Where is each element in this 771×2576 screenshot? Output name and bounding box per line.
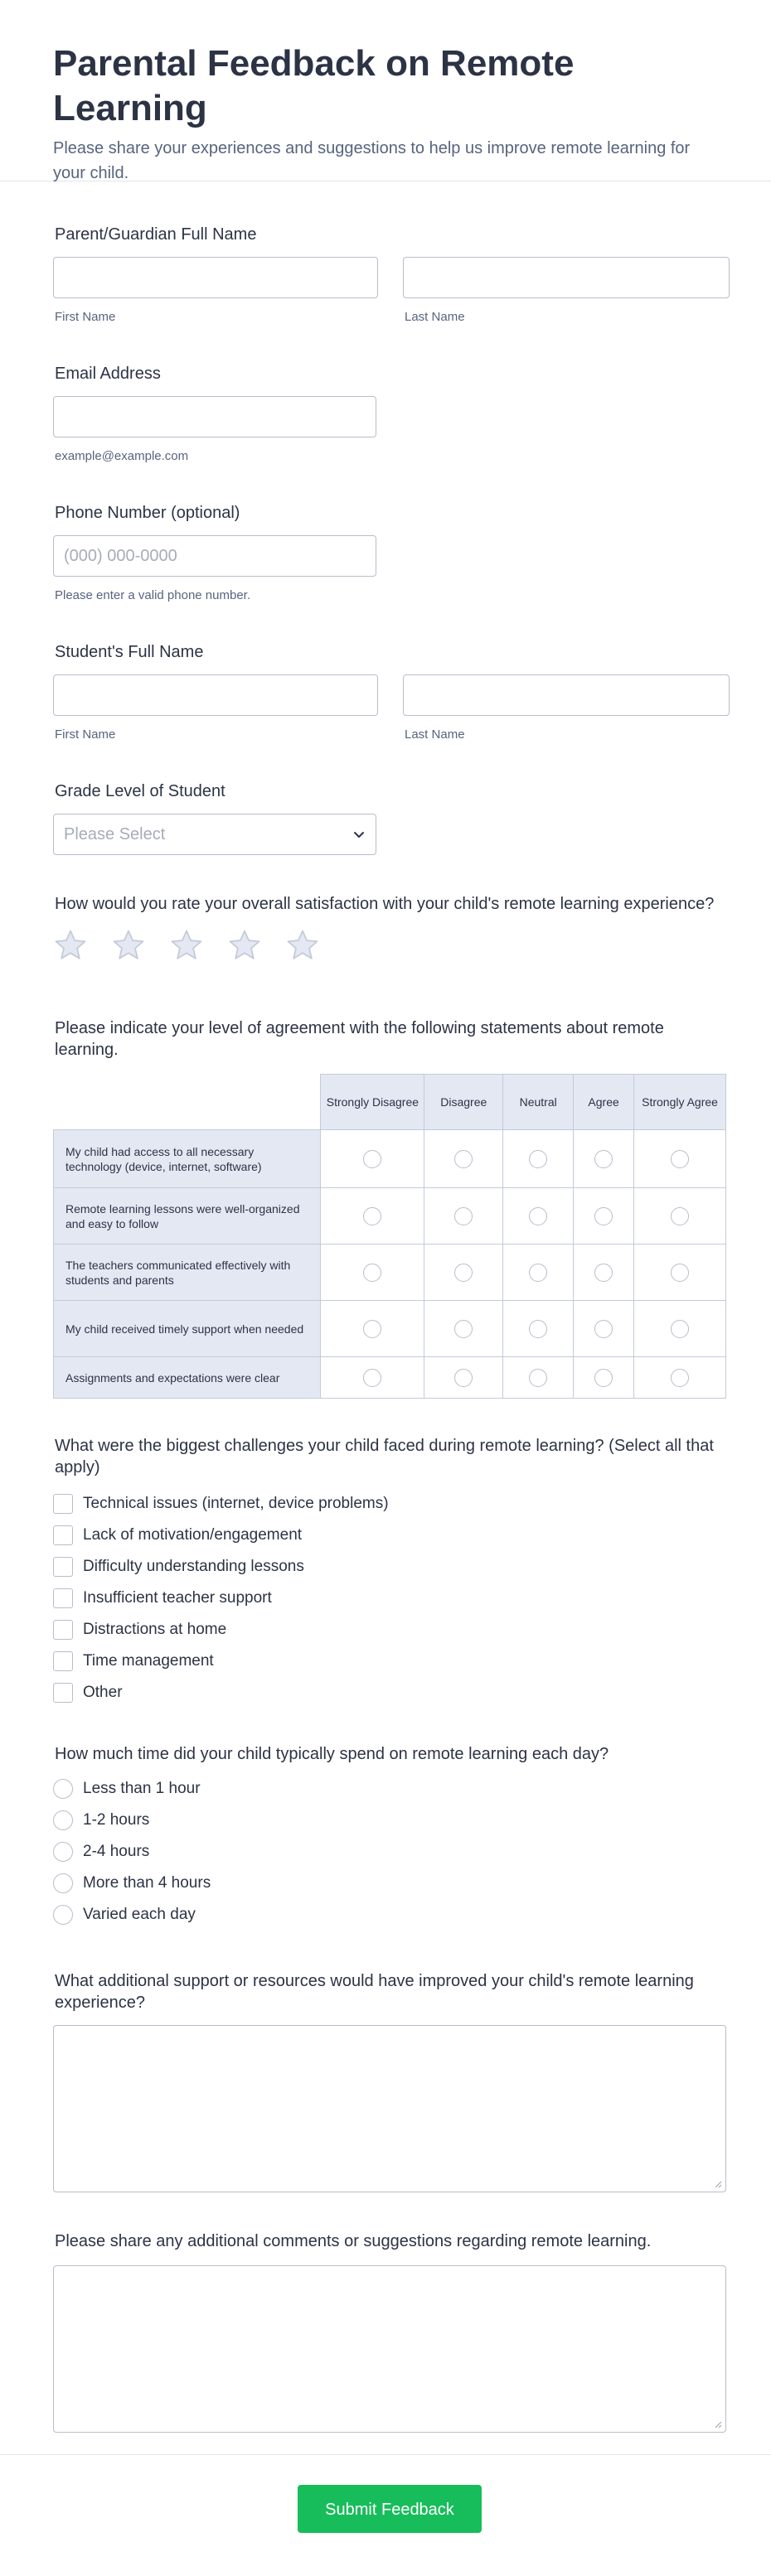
matrix-cell bbox=[503, 1130, 574, 1188]
star-icon[interactable] bbox=[53, 928, 88, 963]
parent-last-name-sublabel: Last Name bbox=[405, 310, 465, 324]
matrix-corner bbox=[54, 1075, 321, 1130]
matrix-radio[interactable] bbox=[454, 1150, 473, 1168]
matrix-header-row bbox=[54, 1075, 726, 1130]
student-last-name-input[interactable] bbox=[403, 674, 730, 716]
radio-button[interactable] bbox=[53, 1873, 73, 1893]
matrix-row-statement: The teachers communicated effectively with students and parents bbox=[54, 1245, 321, 1301]
matrix-radio[interactable] bbox=[454, 1320, 473, 1338]
challenge-option[interactable] bbox=[53, 1551, 726, 1583]
student-first-name-input[interactable] bbox=[53, 674, 378, 716]
time-option-label: More than 4 hours bbox=[83, 1874, 211, 1892]
matrix-radio[interactable] bbox=[671, 1207, 689, 1225]
star-icon[interactable] bbox=[227, 928, 262, 963]
matrix-radio[interactable] bbox=[529, 1320, 547, 1338]
matrix-row bbox=[54, 1130, 726, 1188]
radio-button[interactable] bbox=[53, 1905, 73, 1925]
page-title: Parental Feedback on Remote Learning bbox=[53, 43, 575, 128]
phone-sublabel: Please enter a valid phone number. bbox=[55, 588, 250, 602]
matrix-cell bbox=[424, 1130, 503, 1188]
matrix-cell bbox=[424, 1188, 503, 1245]
challenge-option-label: Other bbox=[83, 1684, 123, 1701]
time-option[interactable] bbox=[53, 1868, 726, 1899]
form-footer bbox=[0, 2454, 771, 2576]
page-subtitle: Please share your experiences and suggestions to help us improve remote learning for your child. bbox=[53, 139, 691, 182]
matrix-cell bbox=[574, 1301, 634, 1357]
matrix-cell bbox=[424, 1357, 503, 1399]
challenge-option-label: Technical issues (internet, device problems) bbox=[83, 1495, 389, 1512]
form-header bbox=[0, 0, 771, 181]
matrix-cell bbox=[321, 1357, 424, 1399]
matrix-row-statement: My child received timely support when needed bbox=[54, 1301, 321, 1357]
matrix-cell bbox=[321, 1301, 424, 1357]
checkbox[interactable] bbox=[53, 1557, 73, 1577]
checkbox[interactable] bbox=[53, 1651, 73, 1671]
matrix-col-agree: Agree bbox=[574, 1075, 634, 1130]
comments-field bbox=[53, 2230, 726, 2433]
phone-field bbox=[53, 502, 376, 602]
matrix-radio[interactable] bbox=[671, 1264, 689, 1282]
challenges-options bbox=[53, 1488, 726, 1708]
additional-support-textarea[interactable] bbox=[53, 2025, 726, 2192]
email-sublabel: example@example.com bbox=[55, 449, 189, 463]
matrix-radio[interactable] bbox=[454, 1207, 473, 1225]
matrix-cell bbox=[634, 1130, 726, 1188]
challenge-option[interactable] bbox=[53, 1614, 726, 1646]
matrix-cell bbox=[424, 1301, 503, 1357]
matrix-radio[interactable] bbox=[594, 1320, 613, 1338]
star-icon[interactable] bbox=[285, 928, 320, 963]
matrix-radio[interactable] bbox=[594, 1264, 613, 1282]
matrix-radio[interactable] bbox=[363, 1320, 381, 1338]
matrix-radio[interactable] bbox=[671, 1369, 689, 1387]
matrix-cell bbox=[634, 1357, 726, 1399]
time-option[interactable] bbox=[53, 1899, 726, 1931]
challenge-option-label: Distractions at home bbox=[83, 1621, 227, 1638]
checkbox[interactable] bbox=[53, 1683, 73, 1703]
challenge-option-label: Insufficient teacher support bbox=[83, 1589, 272, 1607]
time-option[interactable] bbox=[53, 1836, 726, 1868]
matrix-row bbox=[54, 1188, 726, 1245]
challenge-option-label: Time management bbox=[83, 1652, 214, 1670]
parent-first-name-input[interactable] bbox=[53, 257, 378, 298]
parent-name-label: Parent/Guardian Full Name bbox=[55, 225, 257, 244]
additional-support-label: What additional support or resources would have improved your child's remote learning experience? bbox=[55, 1972, 694, 2012]
comments-textarea[interactable] bbox=[53, 2265, 726, 2433]
time-option-label: 1-2 hours bbox=[83, 1811, 150, 1829]
matrix-cell bbox=[574, 1357, 634, 1399]
matrix-radio[interactable] bbox=[529, 1150, 547, 1168]
challenge-option[interactable] bbox=[53, 1677, 726, 1708]
time-spent-field bbox=[53, 1743, 726, 1931]
challenge-option[interactable] bbox=[53, 1646, 726, 1677]
matrix-radio[interactable] bbox=[363, 1207, 381, 1225]
challenges-field bbox=[53, 1435, 726, 1708]
matrix-radio[interactable] bbox=[454, 1369, 473, 1387]
phone-label: Phone Number (optional) bbox=[55, 504, 240, 522]
matrix-radio[interactable] bbox=[454, 1264, 473, 1282]
challenges-label: What were the biggest challenges your child faced during remote learning? (Select all that apply) bbox=[55, 1437, 714, 1476]
matrix-cell bbox=[634, 1188, 726, 1245]
checkbox[interactable] bbox=[53, 1588, 73, 1608]
agreement-matrix bbox=[53, 1074, 726, 1399]
time-option-label: Varied each day bbox=[83, 1906, 196, 1923]
challenge-option[interactable] bbox=[53, 1520, 726, 1551]
agreement-field bbox=[53, 1017, 726, 1399]
time-spent-options bbox=[53, 1773, 726, 1931]
matrix-cell bbox=[321, 1130, 424, 1188]
matrix-cell bbox=[574, 1130, 634, 1188]
submit-button[interactable]: Submit Feedback bbox=[298, 2485, 482, 2533]
student-last-name-sublabel: Last Name bbox=[405, 727, 465, 742]
challenge-option[interactable] bbox=[53, 1583, 726, 1614]
checkbox[interactable] bbox=[53, 1525, 73, 1545]
checkbox[interactable] bbox=[53, 1620, 73, 1640]
agreement-label: Please indicate your level of agreement with the following statements about remote learning. bbox=[55, 1019, 664, 1059]
radio-button[interactable] bbox=[53, 1779, 73, 1799]
matrix-cell bbox=[634, 1245, 726, 1301]
matrix-row bbox=[54, 1357, 726, 1399]
matrix-radio[interactable] bbox=[594, 1369, 613, 1387]
matrix-cell bbox=[634, 1301, 726, 1357]
matrix-cell bbox=[321, 1245, 424, 1301]
additional-support-field bbox=[53, 1970, 726, 2192]
time-option[interactable] bbox=[53, 1773, 726, 1805]
matrix-radio[interactable] bbox=[363, 1264, 381, 1282]
grade-select-value: Please Select bbox=[64, 825, 166, 843]
challenge-option-label: Difficulty understanding lessons bbox=[83, 1558, 304, 1575]
time-option-label: Less than 1 hour bbox=[83, 1780, 201, 1797]
matrix-radio[interactable] bbox=[363, 1150, 381, 1168]
resize-grip-icon[interactable] bbox=[714, 2180, 722, 2188]
time-spent-label: How much time did your child typically spend on remote learning each day? bbox=[55, 1745, 609, 1763]
grade-field bbox=[53, 781, 376, 855]
matrix-col-strongly-disagree: Strongly Disagree bbox=[321, 1075, 424, 1130]
student-name-field bbox=[53, 641, 728, 742]
chevron-down-icon bbox=[352, 828, 366, 841]
matrix-col-neutral: Neutral bbox=[503, 1075, 574, 1130]
comments-label: Please share any additional comments or suggestions regarding remote learning. bbox=[55, 2232, 652, 2250]
radio-button[interactable] bbox=[53, 1810, 73, 1830]
email-field bbox=[53, 363, 376, 463]
matrix-radio[interactable] bbox=[671, 1320, 689, 1338]
star-icon[interactable] bbox=[169, 928, 204, 963]
email-label: Email Address bbox=[55, 365, 161, 383]
satisfaction-label: How would you rate your overall satisfaction with your child's remote learning experience? bbox=[55, 895, 715, 913]
satisfaction-field bbox=[53, 893, 726, 963]
parent-name-field bbox=[53, 224, 728, 324]
matrix-radio[interactable] bbox=[671, 1150, 689, 1168]
time-option[interactable] bbox=[53, 1805, 726, 1836]
matrix-radio[interactable] bbox=[529, 1369, 547, 1387]
matrix-row bbox=[54, 1301, 726, 1357]
matrix-radio[interactable] bbox=[594, 1207, 613, 1225]
email-input[interactable] bbox=[53, 396, 376, 437]
matrix-cell bbox=[503, 1357, 574, 1399]
checkbox[interactable] bbox=[53, 1494, 73, 1514]
matrix-cell bbox=[574, 1245, 634, 1301]
matrix-row bbox=[54, 1245, 726, 1301]
parent-last-name-input[interactable] bbox=[403, 257, 730, 298]
radio-button[interactable] bbox=[53, 1842, 73, 1862]
matrix-radio[interactable] bbox=[594, 1150, 613, 1168]
time-option-label: 2-4 hours bbox=[83, 1843, 150, 1860]
matrix-col-strongly-agree: Strongly Agree bbox=[634, 1075, 726, 1130]
parent-first-name-sublabel: First Name bbox=[55, 310, 116, 324]
matrix-row-statement: Remote learning lessons were well-organized and easy to follow bbox=[54, 1188, 321, 1245]
grade-select[interactable] bbox=[53, 814, 376, 855]
student-first-name-sublabel: First Name bbox=[55, 727, 116, 742]
challenge-option[interactable] bbox=[53, 1488, 726, 1520]
challenge-option-label: Lack of motivation/engagement bbox=[83, 1526, 303, 1544]
matrix-cell bbox=[503, 1188, 574, 1245]
matrix-row-statement: Assignments and expectations were clear bbox=[54, 1357, 321, 1399]
grade-label: Grade Level of Student bbox=[55, 782, 225, 800]
matrix-cell bbox=[574, 1188, 634, 1245]
matrix-radio[interactable] bbox=[363, 1369, 381, 1387]
matrix-radio[interactable] bbox=[529, 1264, 547, 1282]
matrix-row-statement: My child had access to all necessary technology (device, internet, software) bbox=[54, 1130, 321, 1188]
matrix-cell bbox=[503, 1301, 574, 1357]
phone-input[interactable] bbox=[53, 535, 376, 577]
matrix-col-disagree: Disagree bbox=[424, 1075, 503, 1130]
matrix-cell bbox=[503, 1245, 574, 1301]
matrix-cell bbox=[321, 1188, 424, 1245]
matrix-cell bbox=[424, 1245, 503, 1301]
resize-grip-icon[interactable] bbox=[714, 2420, 722, 2429]
student-name-label: Student's Full Name bbox=[55, 643, 204, 661]
matrix-radio[interactable] bbox=[529, 1207, 547, 1225]
star-icon[interactable] bbox=[111, 928, 146, 963]
star-rating bbox=[53, 928, 726, 963]
